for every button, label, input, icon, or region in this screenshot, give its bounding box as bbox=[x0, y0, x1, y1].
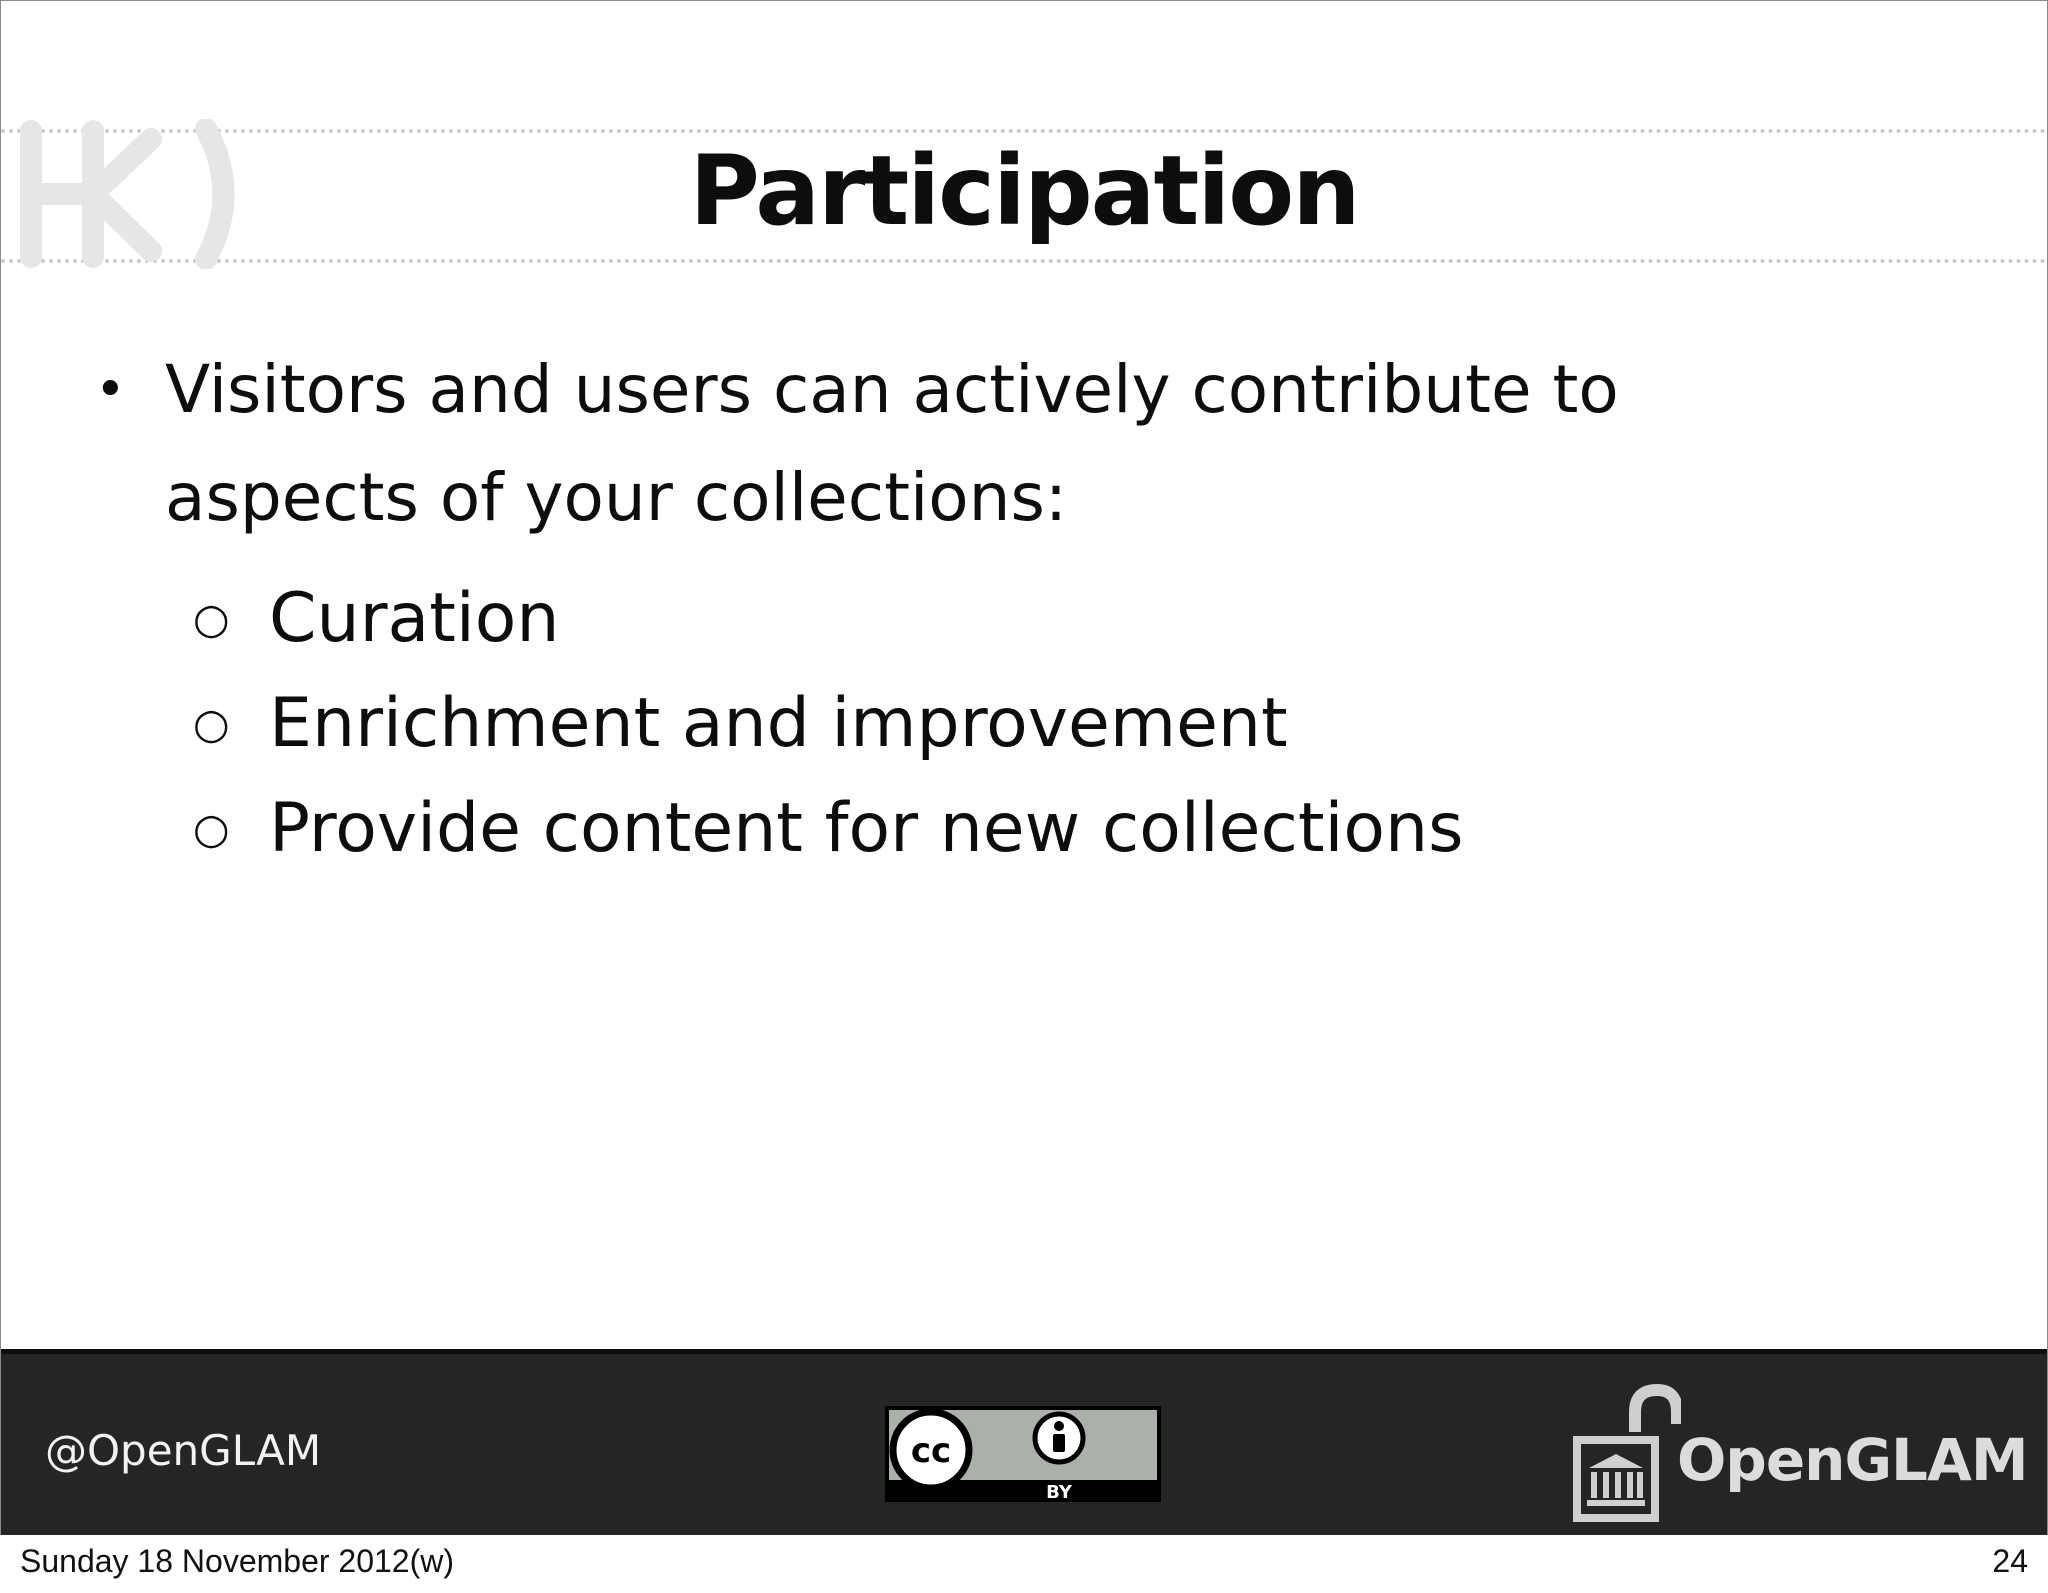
cc-by-license-icon bbox=[885, 1406, 1161, 1502]
openglam-unlocked-museum-icon bbox=[1571, 1384, 1681, 1524]
sub-bullet-marker: ○ bbox=[193, 804, 230, 853]
sub-bullet-item bbox=[165, 566, 1789, 671]
sub-bullet-text: Curation bbox=[269, 579, 560, 658]
bullet-list bbox=[89, 336, 1789, 881]
print-footer bbox=[0, 1535, 2048, 1593]
openglam-logo-text: OpenGLAM bbox=[1677, 1426, 2028, 1494]
slide-title: Participation bbox=[689, 135, 1359, 247]
sub-bullet-item bbox=[165, 671, 1789, 776]
sub-bullet-list bbox=[165, 566, 1789, 881]
bullet-marker: • bbox=[95, 360, 126, 420]
bullet-text: Visitors and users can actively contribute to aspects of your collections: bbox=[165, 351, 1619, 536]
svg-text:cc: cc bbox=[910, 1431, 952, 1471]
page-number: 24 bbox=[1992, 1543, 2028, 1579]
twitter-handle: @OpenGLAM bbox=[45, 1426, 322, 1475]
bottom-dotted-divider bbox=[1, 259, 2047, 263]
sub-bullet-text: Enrichment and improvement bbox=[269, 684, 1288, 763]
sub-bullet-item bbox=[165, 776, 1789, 881]
print-date: Sunday 18 November 2012(w) bbox=[20, 1543, 455, 1579]
openglam-logo bbox=[1571, 1384, 2031, 1524]
footer-bar bbox=[1, 1349, 2047, 1536]
svg-text:BY: BY bbox=[1046, 1482, 1072, 1502]
sub-bullet-text: Provide content for new collections bbox=[269, 789, 1464, 868]
sub-bullet-marker: ○ bbox=[193, 594, 230, 643]
bullet-item bbox=[89, 336, 1789, 881]
sub-bullet-marker: ○ bbox=[193, 699, 230, 748]
